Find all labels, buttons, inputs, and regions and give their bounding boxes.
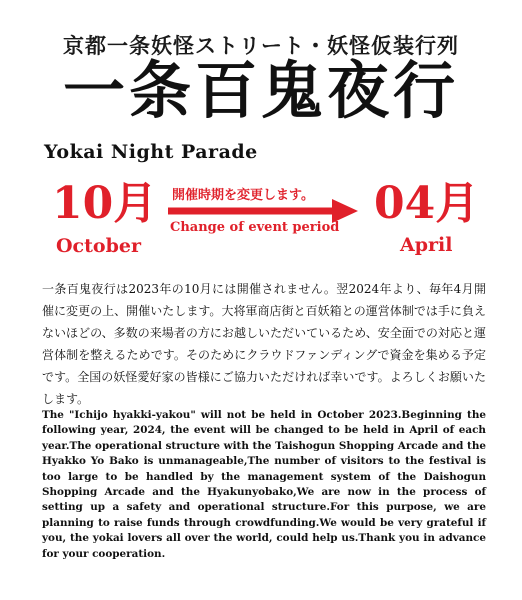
change-notice-en: Change of event period: [170, 220, 340, 235]
from-month-en: October: [56, 235, 141, 257]
from-month: 10月: [52, 178, 158, 229]
to-month-en: April: [400, 234, 453, 256]
change-notice-jp: 開催時期を変更します。: [172, 188, 314, 203]
event-title-jp: 一条百鬼夜行: [62, 54, 459, 127]
announcement-body-jp: 一条百鬼夜行は2023年の10月には開催されません。翌2024年より、毎年4月開催に変更の上、開催いたします。大将軍商店街と百妖箱との運営体制では手に負えないほどの、多数の来場者の方にお越しいただいているため、安全面での対応と運営体制を整えるためです。そのためにクラウドファンディングで資金を集める予定です。全国の妖怪愛好家の皆様にご協力いただければ幸いです。よろしくお願いたします。: [42, 282, 486, 406]
event-subtitle-jp: 京都一条妖怪ストリート・妖怪仮装行列: [63, 33, 459, 58]
announcement-body-en: The "Ichijo hyakki-yakou" will not be held in October 2023.Beginning the following year, 2024, the event will be changed to be held in April of each year.The operational structure with the Taishogun Shopping Arcade and the Hyakko Yo Bako is unmanageable,The number of visitors to the festival is too large to be handled by the management system of the Daishogun Shopping Arcade and the Hyakunyobako,We are now in the process of setting up a safety and operational structure.For this purpose, we are planning to raise funds through crowdfunding.We would be very grateful if you, the yokai lovers all over the world, could help us.Thank you in advance for your cooperation.: [42, 409, 486, 560]
event-title-en: Yokai Night Parade: [44, 141, 258, 163]
to-month: 04月: [374, 178, 480, 229]
